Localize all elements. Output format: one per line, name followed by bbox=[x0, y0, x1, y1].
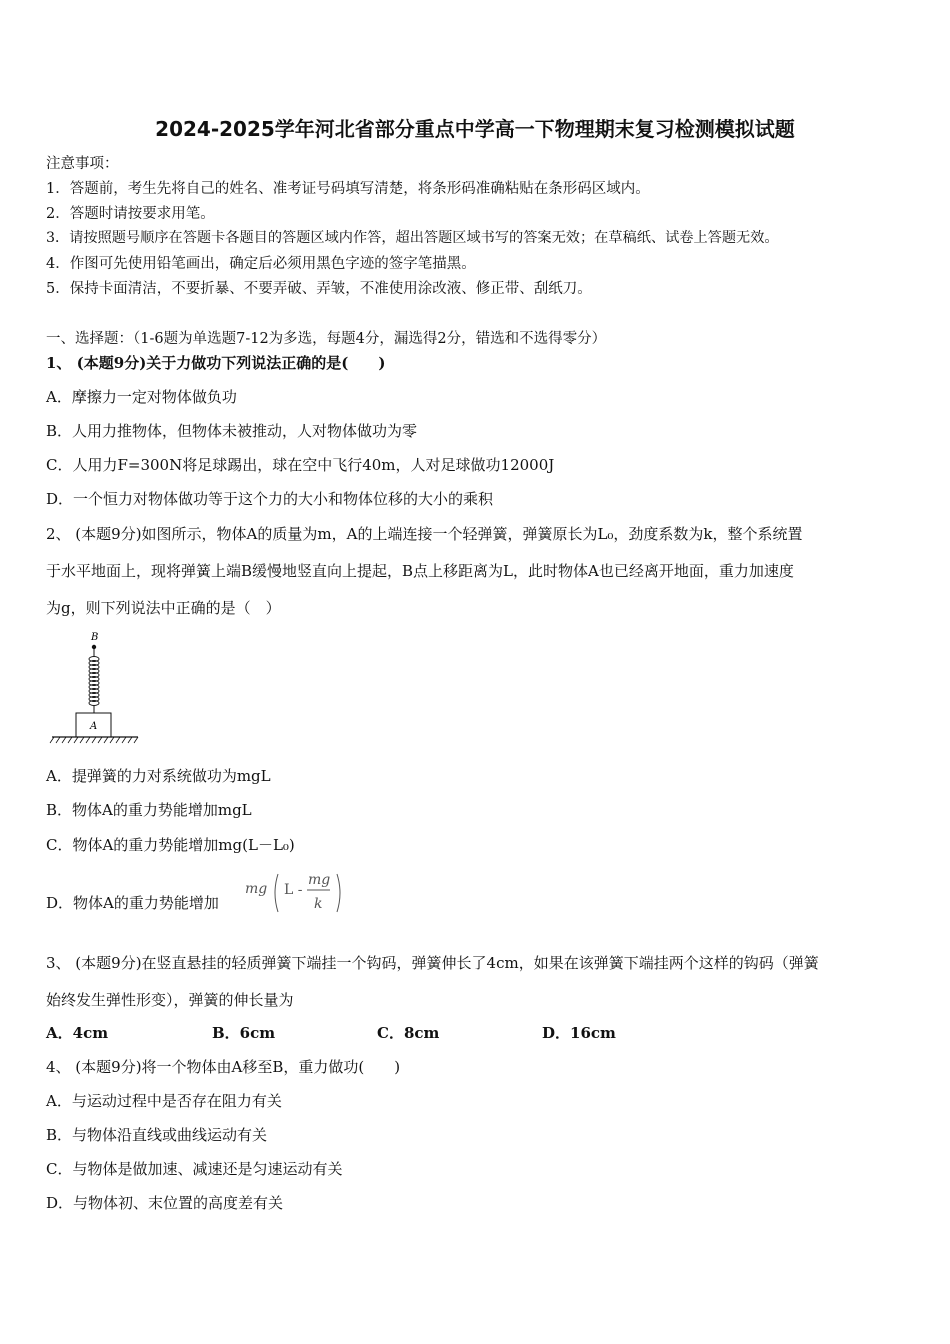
figure-label-a: A bbox=[90, 721, 98, 732]
question-3-line: 3、 (本题9分)在竖直悬挂的轻质弹簧下端挂一个钩码，弹簧伸长了4cm，如果在该弹簧下端挂两个这样的钩码（弹簧 bbox=[46, 954, 819, 972]
q4-option-a: A．与运动过程中是否存在阻力有关 bbox=[46, 1092, 282, 1110]
q3-option-b: B．6cm bbox=[212, 1024, 276, 1042]
q1-option-c: C．人用力F=300N将足球踢出，球在空中飞行40m，人对足球做功12000J bbox=[46, 456, 555, 474]
q4-option-c: C．与物体是做加速、减速还是匀速运动有关 bbox=[46, 1160, 343, 1178]
point-b bbox=[92, 645, 96, 649]
q2-option-a: A．提弹簧的力对系统做功为mgL bbox=[46, 767, 271, 785]
ground-hatch bbox=[50, 737, 138, 743]
q3-option-d: D．16cm bbox=[542, 1024, 616, 1042]
q2-option-b: B．物体A的重力势能增加mgL bbox=[46, 801, 252, 819]
note-item: 5．保持卡面清洁，不要折暴、不要弄破、弄皱，不准使用涂改液、修正带、刮纸刀。 bbox=[46, 281, 592, 297]
section-heading: 一、选择题：（1-6题为单选题7-12为多选，每题4分，漏选得2分，错选和不选得零分） bbox=[46, 331, 607, 347]
note-item: 1．答题前，考生先将自己的姓名、准考证号码填写清楚，将条形码准确粘贴在条形码区域内。 bbox=[46, 181, 650, 197]
q3-option-a: A．4cm bbox=[46, 1024, 109, 1042]
question-2-line: 于水平地面上，现将弹簧上端B缓慢地竖直向上提起，B点上移距离为L，此时物体A也已经离开地面，重力加速度 bbox=[46, 562, 794, 580]
note-item: 3．请按照题号顺序在答题卡各题目的答题区域内作答，超出答题区域书写的答案无效；在草稿纸、试卷上答题无效。 bbox=[46, 230, 779, 246]
q2-option-c: C．物体A的重力势能增加mg(L－L₀) bbox=[46, 836, 295, 854]
q1-option-d: D．一个恒力对物体做功等于这个力的大小和物体位移的大小的乘积 bbox=[46, 490, 494, 508]
formula-image bbox=[245, 868, 345, 922]
q4-option-d: D．与物体初、末位置的高度差有关 bbox=[46, 1194, 284, 1212]
question-1-stem: 1、 (本题9分)关于力做功下列说法正确的是( ) bbox=[46, 354, 386, 372]
note-item: 4．作图可先使用铅笔画出，确定后必须用黑色字迹的签字笔描黑。 bbox=[46, 256, 476, 272]
formula-numerator: mg bbox=[308, 872, 331, 888]
formula-mg: mg bbox=[245, 881, 268, 897]
spring-block-figure bbox=[48, 630, 148, 754]
figure-label-b: B bbox=[91, 632, 99, 643]
notes-heading: 注意事项： bbox=[46, 156, 119, 172]
q2-option-d: D．物体A的重力势能增加 bbox=[46, 894, 219, 912]
q1-option-b: B．人用力推物体，但物体未被推动，人对物体做功为零 bbox=[46, 422, 418, 440]
q4-option-b: B．与物体沿直线或曲线运动有关 bbox=[46, 1126, 268, 1144]
note-item: 2．答题时请按要求用笔。 bbox=[46, 206, 215, 222]
q3-option-c: C．8cm bbox=[377, 1024, 440, 1042]
page-title: 2024-2025学年河北省部分重点中学高一下物理期末复习检测模拟试题 bbox=[155, 117, 795, 141]
formula-denominator: k bbox=[314, 896, 323, 912]
question-3-line: 始终发生弹性形变），弹簧的伸长量为 bbox=[46, 991, 294, 1009]
spring-coil bbox=[89, 657, 99, 706]
q1-option-a: A．摩擦力一定对物体做负功 bbox=[46, 388, 237, 406]
question-4-stem: 4、 (本题9分)将一个物体由A移至B，重力做功( ) bbox=[46, 1058, 401, 1076]
formula-l: L - bbox=[284, 882, 303, 898]
question-2-line: 2、 (本题9分)如图所示，物体A的质量为m，A的上端连接一个轻弹簧，弹簧原长为L₀，劲度系数为k，整个系统置 bbox=[46, 525, 803, 543]
question-2-line: 为g，则下列说法中正确的是（ ） bbox=[46, 599, 281, 617]
